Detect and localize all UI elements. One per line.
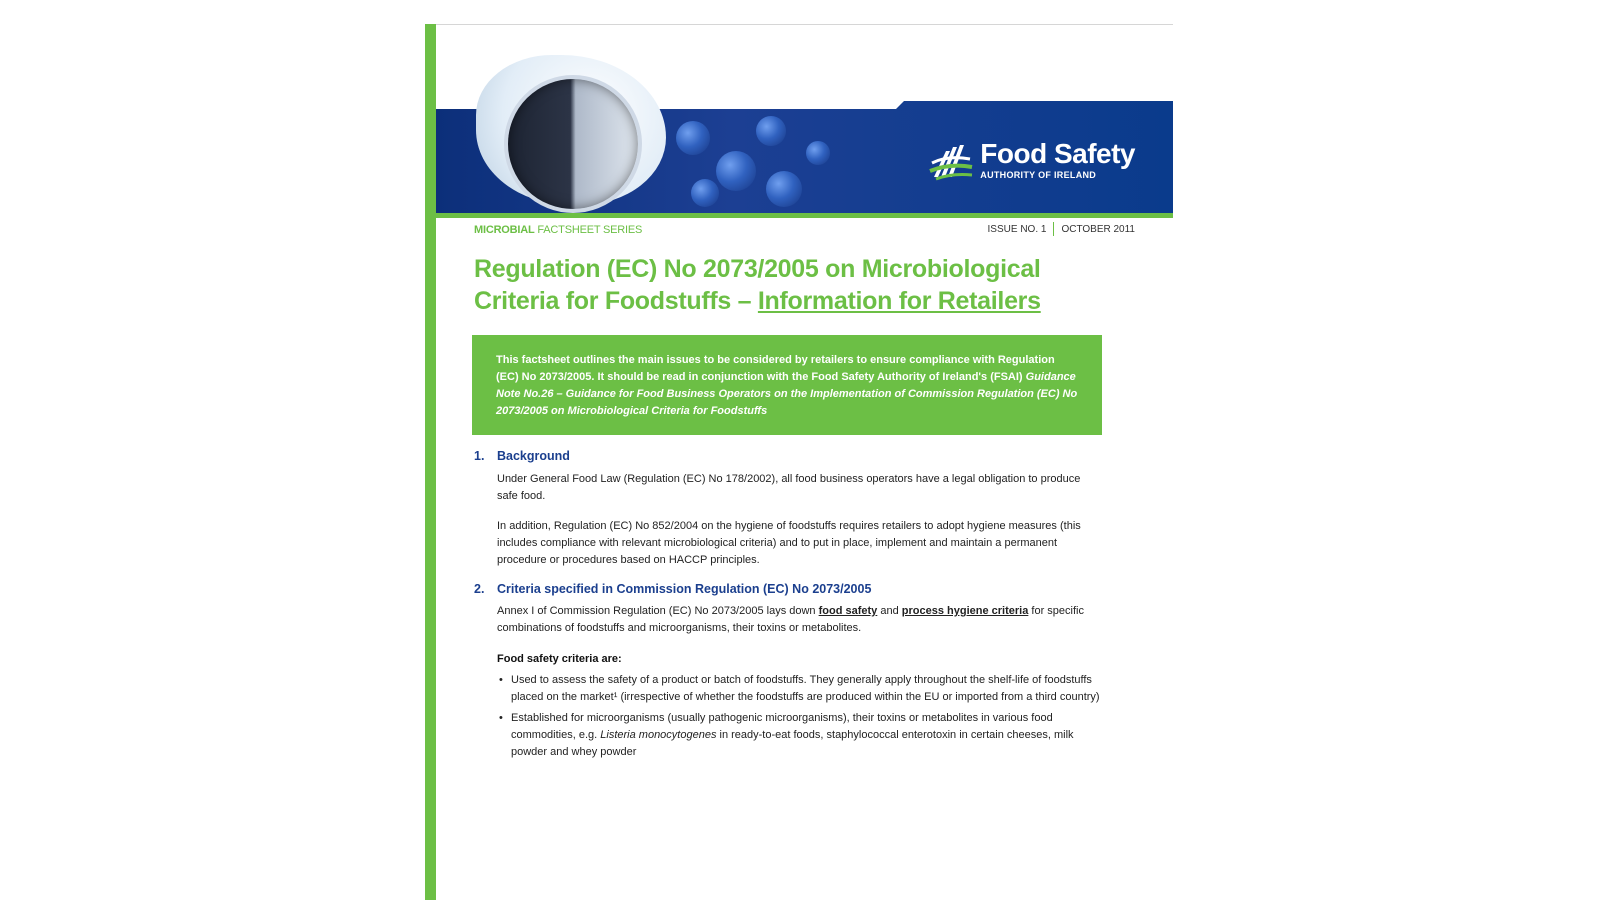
bullet-text: Established for microorganisms (usually pathogenic microorganisms), their toxins or metabolites in various food commodities, e.g. — [511, 712, 1053, 741]
section-2-number: 2. — [474, 582, 485, 596]
fsai-logo — [928, 137, 1135, 183]
section-2-text: and — [877, 605, 902, 617]
bacteria-image — [766, 171, 802, 207]
series-label-rest: FACTSHEET SERIES — [534, 224, 643, 236]
series-label — [474, 224, 642, 236]
issue-divider — [1053, 222, 1054, 236]
petri-dish-image — [504, 75, 642, 213]
page-title — [474, 253, 1114, 317]
bacteria-image — [716, 151, 756, 191]
fsai-logo-icon — [928, 137, 974, 183]
logo-subtitle: AUTHORITY OF IRELAND — [980, 170, 1097, 180]
section-1-paragraph-1: Under General Food Law (Regulation (EC) No 178/2002), all food business operators have a legal obligation to produce safe food. — [497, 473, 1081, 502]
title-line-1: Regulation (EC) No 2073/2005 on Microbiological — [474, 255, 1041, 283]
section-2-text: Annex I of Commission Regulation (EC) No 2073/2005 lays down — [497, 605, 819, 617]
criteria-list — [497, 672, 1102, 765]
section-1-title: Background — [497, 449, 570, 463]
banner-underline — [436, 213, 1173, 218]
section-1-heading — [474, 449, 570, 463]
list-item: • Used to assess the safety of a product or batch of foodstuffs. They generally apply throughout the shelf-life of foodstuffs placed on the market¹ (irrespective of whether the foodstuffs are produced within the EU or imported from a third country) — [497, 672, 1102, 706]
issue-date: OCTOBER 2011 — [1061, 223, 1135, 235]
intro-box — [472, 335, 1102, 435]
section-1-paragraph-2: In addition, Regulation (EC) No 852/2004 on the hygiene of foodstuffs requires retailers to adopt hygiene measures (this includes compliance with relevant microbiological criteria) and to put in place, implement and maintain a permanent procedure or procedures based on HACCP principles. — [497, 520, 1081, 566]
section-2-heading — [474, 582, 871, 596]
food-safety-link[interactable]: food safety — [818, 605, 878, 617]
title-line-2: Criteria for Foodstuffs – — [474, 287, 758, 315]
title-underlined: Information for Retailers — [757, 287, 1041, 315]
issue-number: ISSUE NO. 1 — [987, 223, 1047, 235]
series-label-bold: MICROBIAL — [474, 224, 535, 236]
section-2-text: for specific combinations of foodstuffs and microorganisms, their toxins or metabolites. — [497, 605, 1084, 634]
section-1-number: 1. — [474, 449, 485, 463]
intro-italic: Guidance Note No.26 – Guidance for Food Business Operators on the Implementation of Commission Regulation (EC) No 2073/2005 on Microbiological Criteria for Foodstuffs — [496, 371, 1078, 417]
food-safety-criteria-subhead: Food safety criteria are: — [497, 653, 622, 665]
bacteria-image — [806, 141, 830, 165]
bullet-text: in ready-to-eat foods, staphylococcal enterotoxin in certain cheeses, milk powder and whey powder — [511, 729, 1074, 758]
bullet-italic: Listeria monocytogenes — [600, 729, 717, 741]
section-2-title: Criteria specified in Commission Regulation (EC) No 2073/2005 — [497, 582, 872, 596]
process-hygiene-criteria-link[interactable]: process hygiene criteria — [901, 605, 1029, 617]
factsheet-page — [436, 24, 1173, 901]
section-2-paragraph-1 — [497, 603, 1102, 637]
bacteria-image — [756, 116, 786, 146]
intro-text: This factsheet outlines the main issues to be considered by retailers to ensure compliance with Regulation (EC) No 2073/2005. It should be read in conjunction with the Food Safety Authority of Ireland's (FSAI) — [496, 354, 1055, 383]
list-item — [497, 710, 1102, 761]
left-accent-bar — [425, 24, 436, 900]
issue-info — [988, 222, 1135, 236]
bacteria-image — [676, 121, 710, 155]
logo-title: Food Safety — [980, 138, 1135, 169]
bacteria-image — [691, 179, 719, 207]
